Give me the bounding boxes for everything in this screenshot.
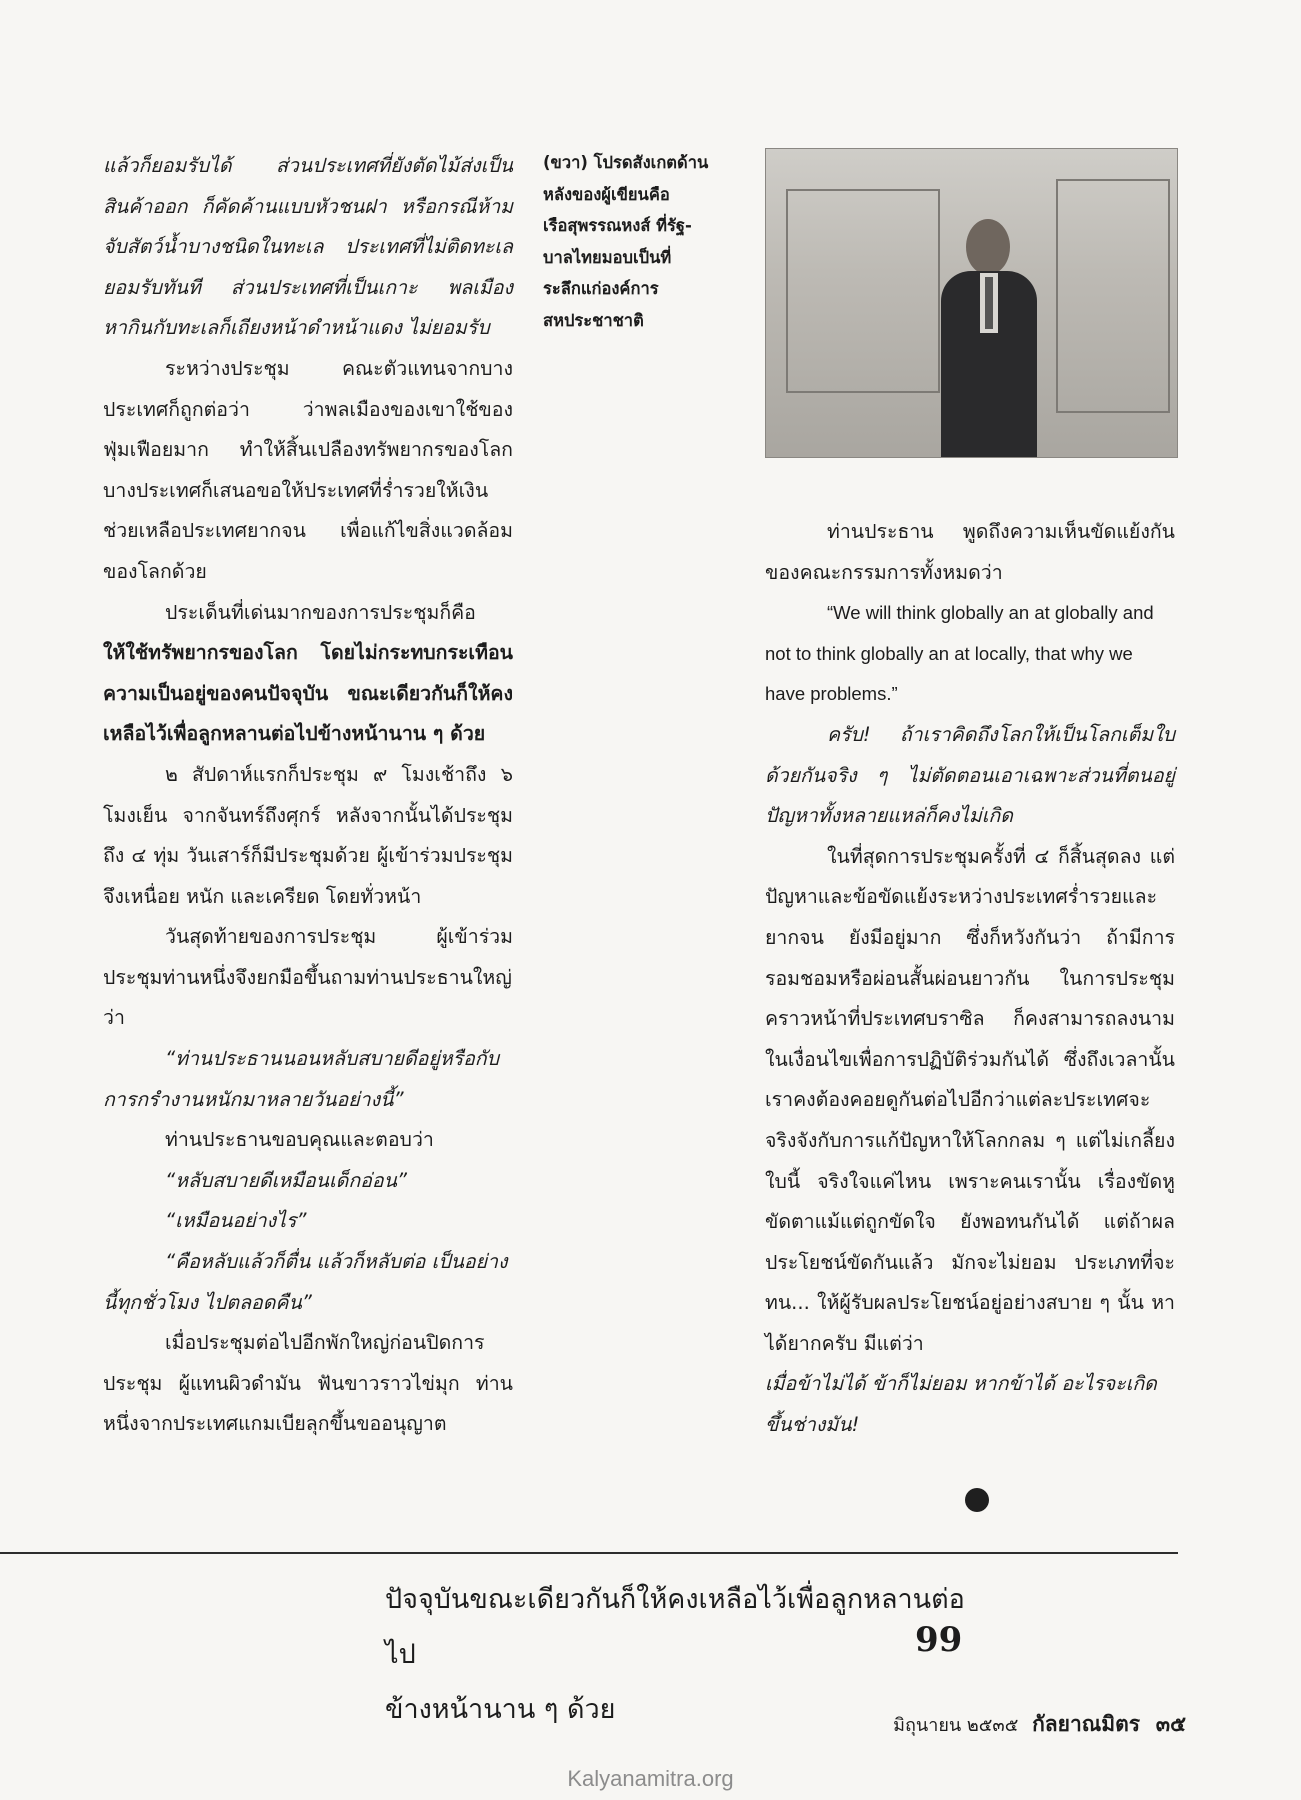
caption-line: เรือสุพรรณหงส์ ที่รัฐ- (543, 216, 692, 235)
bold-statement: ให้ใช้ทรัพยากรของโลก โดยไม่กระทบกระเทือนความเป็นอยู่ของคนปัจจุบัน ขณะเดียวกันก็ให้คงเหลือไว้เพื่อลูกหลานต่อไปข้างหน้านาน ๆ ด้วย (103, 641, 513, 746)
page-number: ๓๕ (1155, 1712, 1186, 1736)
pull-quote-line: ปัจจุบันขณะเดียวกันก็ให้คงเหลือไว้เพื่อลูกหลานต่อไป (385, 1584, 965, 1670)
paragraph: ท่านประธานขอบคุณและตอบว่า (165, 1128, 434, 1152)
issue-date: มิถุนายน ๒๕๓๕ (893, 1715, 1019, 1736)
paragraph: ระหว่างประชุม คณะตัวแทนจากบางประเทศก็ถูกต่อว่า ว่าพลเมืองของเขาใช้ของฟุ่มเฟือยมาก ทำให้สิ้นเปลืองทรัพยากรของโลก บางประเทศก็เสนอขอให้ประเทศที่ร่ำรวยให้เงินช่วยเหลือประเทศยากจน เพื่อแก้ไขสิ่งแวดล้อมของโลกด้วย (103, 356, 513, 583)
pull-quote-line: ข้างหน้านาน ๆ ด้วย (385, 1694, 616, 1725)
dialogue-quote: “คือหลับแล้วก็ตื่น แล้วก็หลับต่อ เป็นอย่างนี้ทุกชั่วโมง ไปตลอดคืน” (103, 1250, 508, 1314)
person-tie (985, 277, 993, 329)
page-footer (893, 1708, 1186, 1741)
watermark: Kalyanamitra.org (567, 1766, 734, 1791)
author-photo (765, 148, 1178, 458)
caption-line: (ขวา) โปรดสังเกตด้าน (543, 153, 709, 172)
dialogue-quote: “ท่านประธานนอนหลับสบายดีอยู่หรือกับการกรำงานหนักมาหลายวันอย่างนี้” (103, 1047, 499, 1111)
article-end-mark-icon (965, 1488, 989, 1512)
divider (0, 1552, 1178, 1554)
paragraph: ท่านประธาน พูดถึงความเห็นขัดแย้งกันของคณะกรรมการทั้งหมดว่า (765, 520, 1175, 584)
left-column (103, 146, 513, 1445)
caption-line: หลังของผู้เขียนคือ (543, 184, 670, 204)
right-column (765, 512, 1175, 1446)
english-quote: “We will think globally an at globally and not to think globally an at locally, that why we have problems.” (765, 602, 1154, 705)
display-case (786, 189, 940, 393)
dialogue-quote: “เหมือนอย่างไร” (165, 1209, 307, 1233)
caption-line: บาลไทยมอบเป็นที่ (543, 247, 672, 267)
italic-paragraph: ครับ! ถ้าเราคิดถึงโลกให้เป็นโลกเต็มใบด้วยกันจริง ๆ ไม่ตัดตอนเอาเฉพาะส่วนที่ตนอยู่ ปัญหาทั้งหลายแหล่ก็คงไม่เกิด (765, 722, 1175, 828)
dialogue-quote: “หลับสบายดีเหมือนเด็กอ่อน” (165, 1168, 408, 1192)
paragraph: วันสุดท้ายของการประชุม ผู้เข้าร่วมประชุมท่านหนึ่งจึงยกมือขึ้นถามท่านประธานใหญ่ว่า (103, 925, 513, 1030)
italic-conclusion: เมื่อข้าไม่ได้ ข้าก็ไม่ยอม หากข้าได้ อะไรจะเกิดขึ้นช่างมัน! (765, 1372, 1157, 1437)
paragraph: ๒ สัปดาห์แรกก็ประชุม ๙ โมงเช้าถึง ๖ โมงเย็น จากจันทร์ถึงศุกร์ หลังจากนั้นได้ประชุมถึง ๔ ทุ่ม วันเสาร์ก็มีประชุมด้วย ผู้เข้าร่วมประชุมจึงเหนื่อย หนัก และเครียด โดยทั่วหน้า (103, 762, 513, 908)
paragraph: ประเด็นที่เด่นมากของการประชุมก็คือ (165, 600, 476, 624)
paragraph: เมื่อประชุมต่อไปอีกพักใหญ่ก่อนปิดการประชุม ผู้แทนผิวดำมัน ฟันขาวราวไข่มุก ท่านหนึ่งจากประเทศแกมเบียลุกขึ้นขออนุญาต (103, 1331, 513, 1436)
caption-line: ระลึกแก่องค์การ (543, 279, 659, 298)
caption-line: สหประชาชาติ (543, 310, 644, 330)
person-head (966, 219, 1010, 275)
photo-caption (543, 147, 748, 336)
closing-quote-icon: 99 (915, 1620, 963, 1660)
paragraph: ในที่สุดการประชุมครั้งที่ ๔ ก็สิ้นสุดลง แต่ปัญหาและข้อขัดแย้งระหว่างประเทศร่ำรวยและยากจน ยังมีอยู่มาก ซึ่งก็หวังกันว่า ถ้ามีการรอมชอมหรือผ่อนสั้นผ่อนยาวกัน ในการประชุมคราวหน้าที่ประเทศบราซิล ก็คงสามารถลงนามในเงื่อนไขเพื่อการปฏิบัติร่วมกันได้ ซึ่งถึงเวลานั้นเราคงต้องคอยดูกันต่อไปอีกว่าแต่ละประเทศจะจริงจังกับการแก้ปัญหาให้โลกกลม ๆ แต่ไม่เกลี้ยงใบนี้ จริงใจแค่ไหน เพราะคนเรานั้น เรื่องขัดหูขัดตาแม้แต่ถูกขัดใจ ยังพอทนกันได้ แต่ถ้าผลประโยชน์ขัดกันแล้ว มักจะไม่ยอม ประเภทที่จะทน... ให้ผู้รับผลประโยชน์อยู่อย่างสบาย ๆ นั้น หาได้ยากครับ มีแต่ว่า (765, 844, 1175, 1355)
paragraph: แล้วก็ยอมรับได้ ส่วนประเทศที่ยังตัดไม้ส่งเป็นสินค้าออก ก็คัดค้านแบบหัวชนฝา หรือกรณีห้ามจับสัตว์น้ำบางชนิดในทะเล ประเทศที่ไม่ติดทะเล ยอมรับทันที ส่วนประเทศที่เป็นเกาะ พลเมืองหากินกับทะเลก็เถียงหน้าดำหน้าแดง ไม่ยอมรับ (103, 154, 513, 340)
magazine-name: กัลยาณมิตร (1032, 1712, 1141, 1736)
display-case (1056, 179, 1170, 413)
